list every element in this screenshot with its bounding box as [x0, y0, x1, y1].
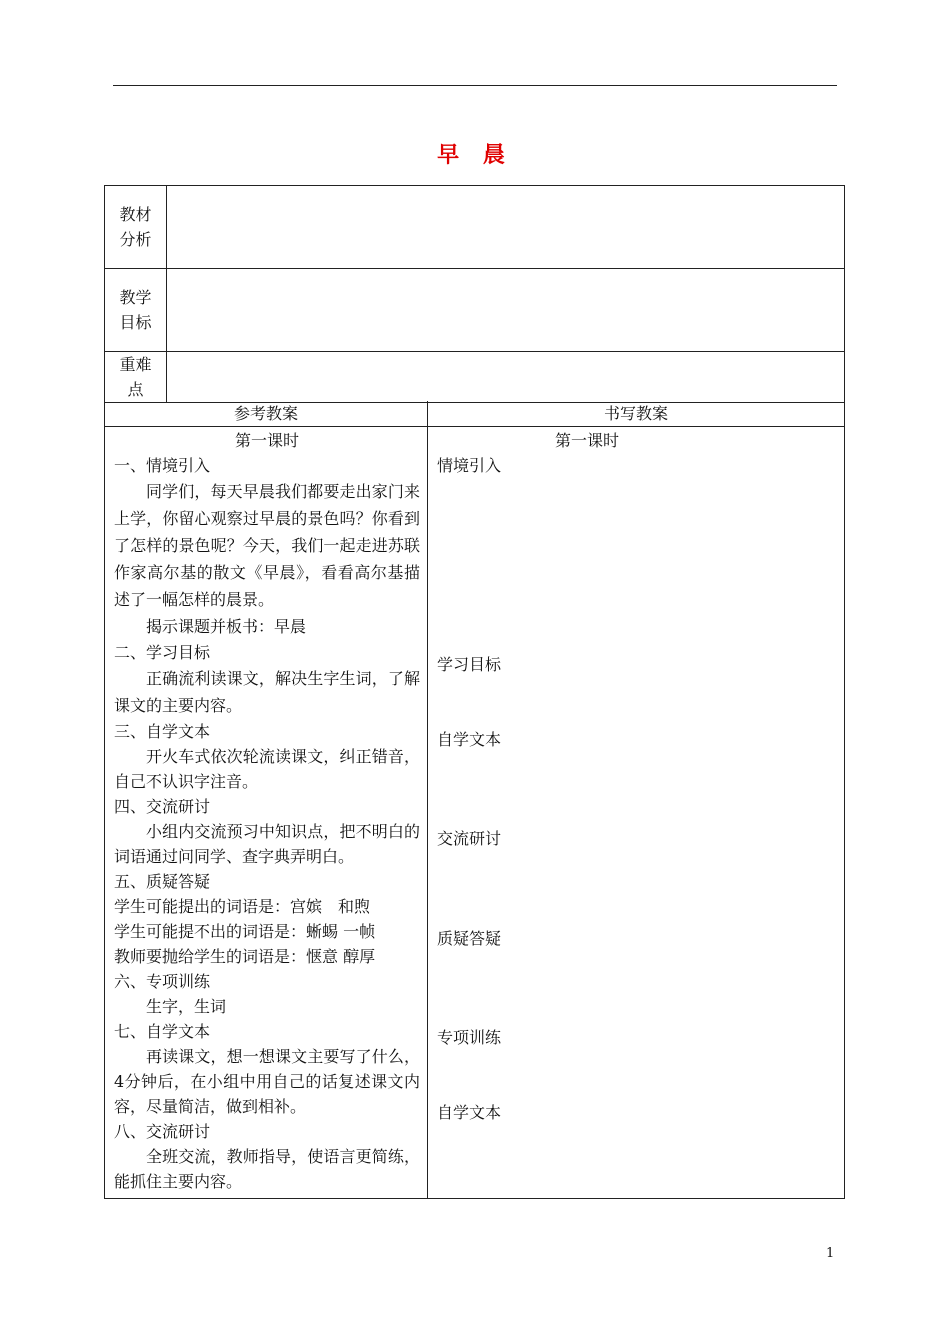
qa-line: 学生可能提不出的词语是：蜥蜴 一帧 [114, 922, 376, 941]
section-paragraph: 同学们，每天早晨我们都要走出家门来上学，你留心观察过早晨的景色吗？你看到了怎样的景色呢？今天，我们一起走进苏联作家高尔基的散文《早晨》，看看高尔基描述了一幅怎样的晨景。 [114, 482, 420, 609]
label-teaching-goals: 教学 目标 [105, 269, 167, 352]
section-title: 六、专项训练 [114, 972, 211, 991]
section-title: 三、自学文本 [114, 722, 211, 741]
lesson-label: 第一课时 [554, 431, 619, 450]
section-paragraph: 开火车式依次轮流读课文，纠正错音，自己不认识字注音。 [114, 747, 420, 791]
written-item: 交流研讨 [437, 829, 502, 848]
lesson-plan-table [104, 401, 845, 1199]
written-item: 学习目标 [437, 655, 502, 674]
section-paragraph: 揭示课题并板书：早晨 [146, 617, 307, 636]
page-title: 早 晨 [437, 143, 513, 168]
label-material-analysis: 教材 分析 [105, 186, 167, 269]
qa-line: 学生可能提出的词语是：宫嫔 和煦 [114, 897, 371, 916]
reference-plan-header: 参考教案 [233, 404, 298, 423]
section-title: 一、情境引入 [114, 456, 211, 475]
section-paragraph: 再读课文，想一想课文主要写了什么，4分钟后，在小组中用自己的话复述课文内容，尽量简洁，做到相补。 [114, 1047, 420, 1116]
cell-material-analysis [167, 186, 845, 269]
reference-plan-column [114, 428, 420, 1194]
section-title: 八、交流研讨 [114, 1122, 211, 1141]
written-plan-header: 书写教案 [603, 404, 668, 423]
info-table [104, 185, 845, 403]
section-title: 四、交流研讨 [114, 797, 211, 816]
section-title: 五、质疑答疑 [114, 872, 211, 891]
section-paragraph: 正确流利读课文，解决生字生词，了解课文的主要内容。 [114, 669, 420, 715]
written-item: 专项训练 [437, 1028, 502, 1047]
lesson-label: 第一课时 [234, 431, 299, 450]
section-title: 七、自学文本 [114, 1022, 211, 1041]
header-rule [113, 85, 837, 86]
section-line: 生字，生词 [146, 997, 227, 1016]
column-divider [427, 401, 428, 1198]
section-paragraph: 全班交流，教师指导，使语言更简练，能抓住主要内容。 [114, 1147, 420, 1191]
page-number: 1 [826, 1246, 835, 1261]
written-item: 情境引入 [437, 456, 502, 475]
column-header-row [105, 401, 844, 427]
label-key-difficulties: 重难 点 [105, 352, 167, 403]
qa-line: 教师要抛给学生的词语是：惬意 醇厚 [114, 947, 376, 966]
written-item: 自学文本 [437, 730, 502, 749]
cell-teaching-goals [167, 269, 845, 352]
section-title: 二、学习目标 [114, 643, 211, 662]
section-paragraph: 小组内交流预习中知识点，把不明白的词语通过问同学、查字典弄明白。 [114, 822, 420, 866]
cell-key-difficulties [167, 352, 845, 403]
written-item: 质疑答疑 [437, 929, 502, 948]
written-item: 自学文本 [437, 1103, 502, 1122]
